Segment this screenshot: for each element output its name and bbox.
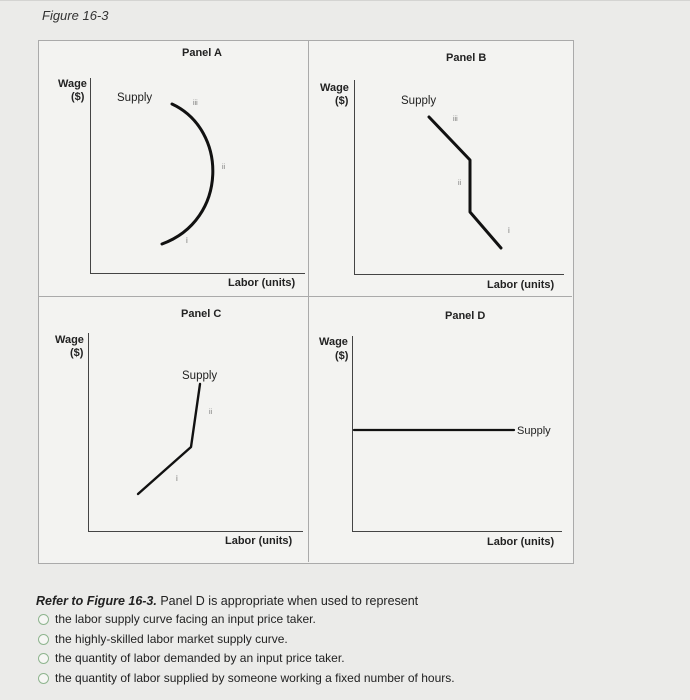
panel-c-xlabel: Labor (units) (225, 535, 293, 547)
figure-title: Figure 16-3 (42, 8, 109, 23)
question-figure-ref: Refer to Figure 16-3. (36, 594, 157, 608)
panel-d-xlabel: Labor (units) (487, 536, 555, 548)
radio-circle-icon[interactable] (38, 614, 49, 625)
panel-d-title: Panel D (445, 310, 486, 322)
panel-b-title: Panel B (446, 52, 487, 64)
panel-c-ylabel: Wage (55, 334, 84, 346)
answer-option-label: the quantity of labor supplied by someone working a fixed number of hours. (55, 671, 455, 685)
panel-b-mark-iii: iii (453, 116, 458, 123)
radio-circle-icon[interactable] (38, 634, 49, 645)
panel-b-xlabel: Labor (units) (487, 279, 555, 291)
panel-c-ylabel-unit: ($) (70, 347, 84, 359)
panel-c-title: Panel C (181, 308, 222, 320)
panel-b-ylabel-unit: ($) (335, 95, 349, 107)
panel-a-mark-iii: iii (193, 100, 198, 107)
panel-b-mark-i: i (508, 226, 510, 235)
panel-c-supply-curve (138, 384, 200, 494)
question-prompt (36, 594, 418, 608)
radio-circle-icon[interactable] (38, 673, 49, 684)
answer-option-1[interactable] (38, 612, 316, 626)
answer-option-label: the labor supply curve facing an input price taker. (55, 612, 316, 626)
radio-circle-icon[interactable] (38, 653, 49, 664)
panel-a-title: Panel A (182, 47, 222, 59)
panel-c-mark-ii: ii (209, 409, 213, 416)
answer-option-3[interactable] (38, 651, 345, 665)
answer-option-label: the highly-skilled labor market supply curve. (55, 632, 288, 646)
panel-b-supply-label: Supply (401, 95, 437, 107)
panel-b-mark-ii: ii (458, 180, 462, 187)
panel-a-mark-ii: ii (222, 164, 226, 171)
answer-option-2[interactable] (38, 632, 288, 646)
panel-d-ylabel: Wage (319, 336, 348, 348)
answer-option-label: the quantity of labor demanded by an input price taker. (55, 651, 345, 665)
panel-a-xlabel: Labor (units) (228, 277, 296, 289)
panel-a-supply-label: Supply (117, 92, 153, 104)
panel-b-ylabel: Wage (320, 82, 349, 94)
panel-a-mark-i: i (186, 236, 188, 245)
panel-a-ylabel: Wage (58, 78, 87, 90)
question-text: Panel D is appropriate when used to represent (156, 594, 419, 608)
panel-c-mark-i: i (176, 474, 178, 483)
answer-option-4[interactable] (38, 671, 455, 685)
panel-a-ylabel-unit: ($) (71, 91, 85, 103)
panel-b-supply-curve (429, 117, 501, 248)
panel-a-supply-curve (162, 104, 213, 244)
panel-c-supply-label: Supply (182, 370, 218, 382)
panel-d-ylabel-unit: ($) (335, 350, 349, 362)
panel-d-supply-label: Supply (517, 425, 551, 437)
